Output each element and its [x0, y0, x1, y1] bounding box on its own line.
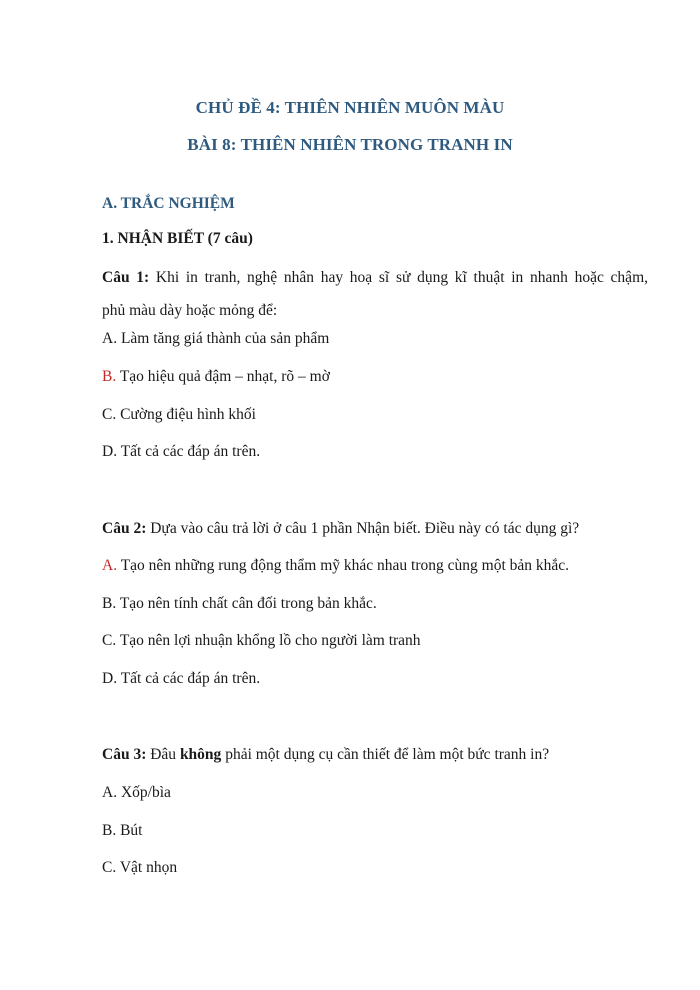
level-heading: 1. NHẬN BIẾT (7 câu): [102, 230, 253, 247]
question-1-text-line2: phủ màu dày hoặc mỏng để:: [102, 302, 278, 319]
question-3-text-before: Đâu: [150, 746, 177, 763]
topic-title: CHỦ ĐỀ 4: THIÊN NHIÊN MUÔN MÀU: [195, 98, 505, 117]
q2-option-a: [102, 557, 569, 575]
q3-option-c: [102, 859, 177, 877]
q2-option-d: [102, 670, 260, 688]
question-1: [102, 261, 648, 327]
question-2-text: Dựa vào câu trả lời ở câu 1 phần Nhận biết. Điều này có tác dụng gì?: [150, 520, 580, 537]
q3-option-b: [102, 822, 143, 840]
q1-option-c-letter: C.: [102, 406, 117, 423]
q3-option-c-letter: C.: [102, 859, 117, 876]
q3-option-a-text: Xốp/bìa: [120, 784, 171, 801]
question-1-text-line1: Khi in tranh, nghệ nhân hay hoạ sĩ sử dụng kĩ thuật in nhanh hoặc chậm,: [155, 269, 648, 286]
q3-option-b-text: Bút: [120, 822, 143, 839]
question-2-label: Câu 2:: [102, 520, 147, 537]
q3-option-a-letter: A.: [102, 784, 118, 801]
q1-option-a-text: Làm tăng giá thành của sản phẩm: [120, 330, 330, 347]
q1-option-b-letter: B.: [102, 368, 117, 385]
q3-option-c-text: Vật nhọn: [119, 859, 178, 876]
q1-option-d-text: Tất cả các đáp án trên.: [120, 443, 261, 460]
q1-option-b: [102, 368, 330, 386]
question-1-line-1: [102, 261, 648, 294]
q1-option-c-text: Cường điệu hình khối: [120, 406, 256, 423]
question-3: [102, 746, 549, 764]
q2-option-b-letter: B.: [102, 595, 117, 612]
q1-option-b-text: Tạo hiệu quả đậm – nhạt, rõ – mờ: [119, 368, 330, 385]
q2-option-c: [102, 632, 421, 650]
q2-option-c-text: Tạo nên lợi nhuận khổng lồ cho người làm tranh: [119, 632, 421, 649]
question-2: [102, 520, 579, 538]
question-1-label: Câu 1:: [102, 269, 150, 286]
q2-option-d-letter: D.: [102, 670, 118, 687]
q2-option-a-text: Tạo nên những rung động thẩm mỹ khác nhau trong cùng một bản khắc.: [120, 557, 570, 574]
question-3-text-after: phải một dụng cụ cần thiết để làm một bức tranh in?: [225, 746, 550, 763]
q1-option-c: [102, 406, 256, 424]
q2-option-c-letter: C.: [102, 632, 117, 649]
q1-option-a: [102, 330, 329, 348]
q3-option-b-letter: B.: [102, 822, 117, 839]
q1-option-d: [102, 443, 260, 461]
q2-option-b-text: Tạo nên tính chất cân đối trong bản khắc.: [119, 595, 377, 612]
question-3-label: Câu 3:: [102, 746, 147, 763]
q2-option-a-letter: A.: [102, 557, 118, 574]
q1-option-a-letter: A.: [102, 330, 118, 347]
q1-option-d-letter: D.: [102, 443, 118, 460]
q2-option-b: [102, 595, 377, 613]
q2-option-d-text: Tất cả các đáp án trên.: [120, 670, 261, 687]
section-heading-a: A. TRẮC NGHIỆM: [102, 195, 235, 212]
question-3-text-bold: không: [179, 746, 222, 763]
lesson-title: BÀI 8: THIÊN NHIÊN TRONG TRANH IN: [187, 135, 513, 154]
q3-option-a: [102, 784, 171, 802]
